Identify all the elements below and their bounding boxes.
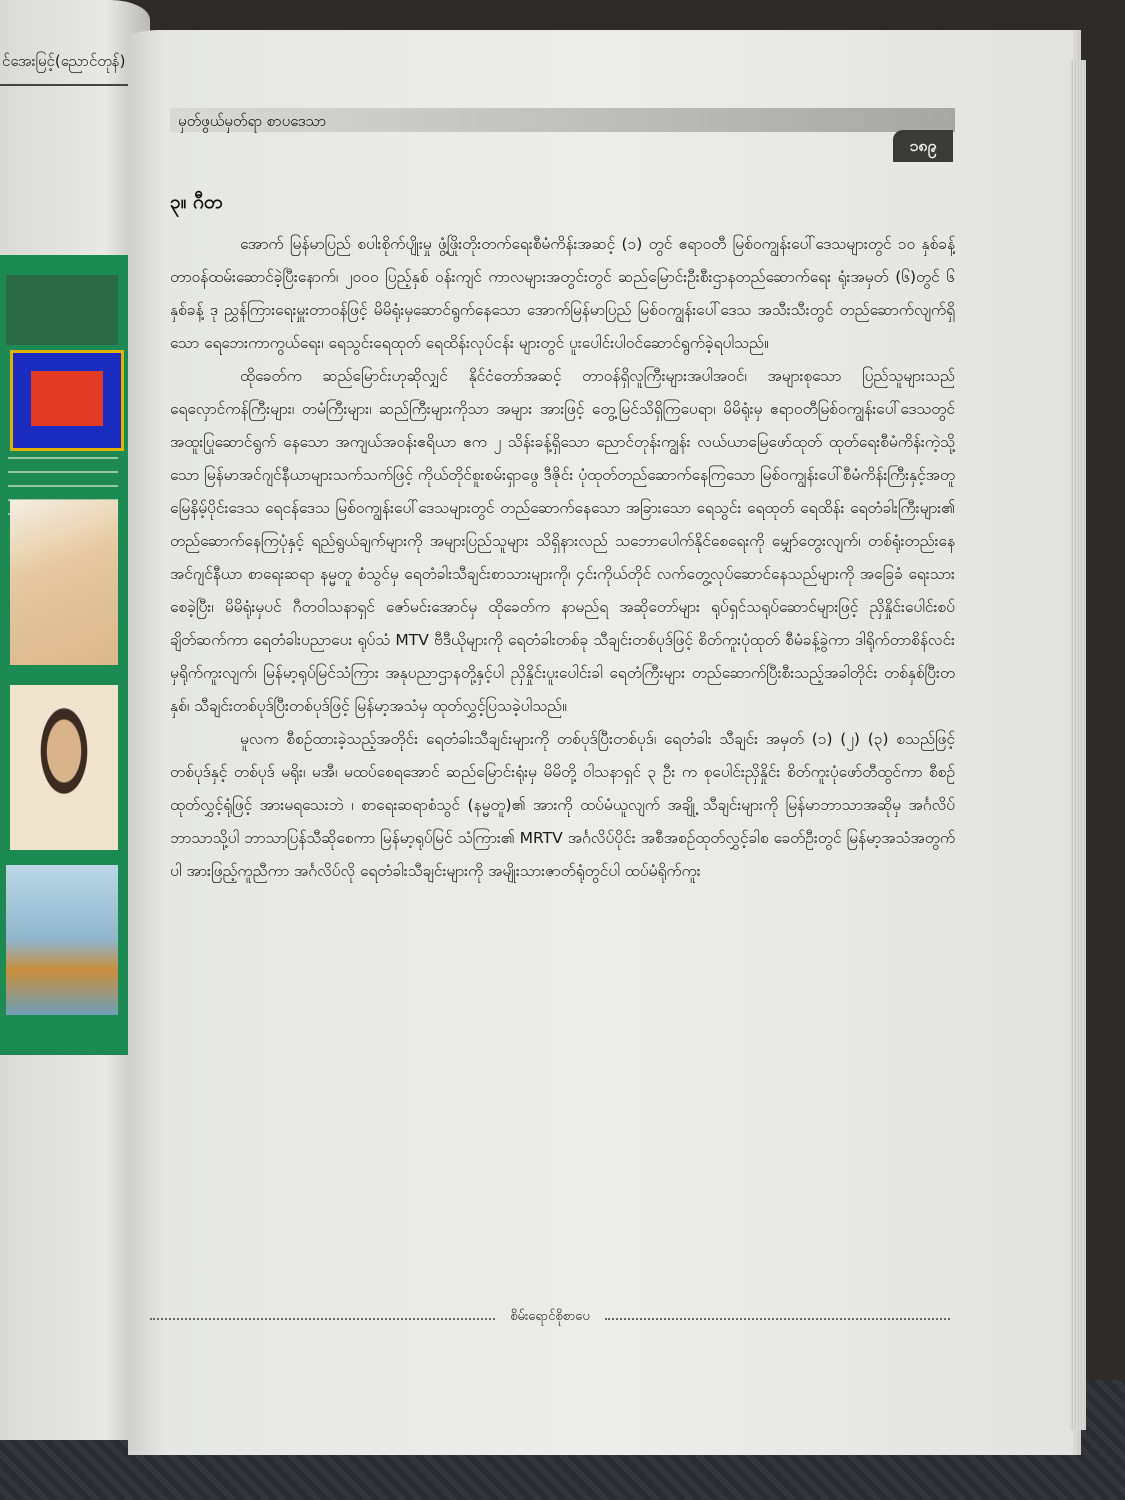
paragraph: ထိုခေတ်က ဆည်မြောင်းဟုဆိုလျှင် နိုင်ငံတော်အဆင့် တာဝန်ရှိလူကြီးများအပါအဝင်၊ အများစုသော ပြည်သူများသည် ရေလှောင်ကန်ကြီးများ၊ တမံကြီးများ၊ ဆည်ကြီးများကိုသာ အများ အားဖြင့် တွေ့မြင်သိရှိကြပေရာ၊ မိမိရုံးမှ ဧရာဝတီမြစ်ဝကျွန်းပေါ်ဒေသတွင် အထူးပြုဆောင်ရွက် နေသော အကျယ်အဝန်းဧရိယာ ဧက ၂ သိန်းခန့်ရှိသော ညောင်တုန်းကျွန်း လယ်ယာမြေဖော်ထုတ် ထုတ်ရေးစီမံကိန်းကဲ့သို့သော မြန်မာအင်ဂျင်နီယာများသက်သက်ဖြင့် ကိုယ်တိုင်စူးစမ်းရှာဖွေ ဒီဇိုင်း ပုံထုတ်တည်ဆောက်နေကြသော မြစ်ဝကျွန်းပေါ်စီမံကိန်းကြီးနှင့်အတူ မြေနိမ့်ပိုင်းဒေသ ရေငန်ဒေသ မြစ်ဝကျွန်းပေါ်ဒေသများတွင် တည်ဆောက်နေသော အခြားသော ရေသွင်း ရေထုတ် ရေထိန်း ရေတံခါးကြီးများ၏ တည်ဆောက်နေကြပုံနှင့် ရည်ရွယ်ချက်များကို အများပြည်သူများ သိရှိနားလည် သဘောပေါက်နိုင်စေရေးကို မျှော်တွေးလျက်၊ တစ်ရုံးတည်းနေ အင်ဂျင်နီယာ စာရေးဆရာ နမ္မတူ စံသွင်မှ ရေတံခါးသီချင်းစာသားများကို၊ ၄င်းကိုယ်တိုင် လက်တွေ့လုပ်ဆောင်နေသည်များကို အခြေခံ ရေးသားစေခဲ့ပြီး၊ မိမိရုံးမှပင် ဂီတဝါသနာရှင် ဇော်မင်းအောင်မှ ထိုခေတ်က နာမည်ရ အဆိုတော်များ ရုပ်ရှင်သရုပ်ဆောင်များဖြင့် ညှိနှိုင်းပေါင်းစပ် ချိတ်ဆက်ကာ ရေတံခါးပညာပေး ရုပ်သံ MTV ဗီဒီယိုများကို ရေတံခါးတစ်ခု သီချင်းတစ်ပုဒ်ဖြင့် စိတ်ကူးပုံထုတ် စီမံခန့်ခွဲကာ ဒါရိုက်တာစိန်လင်းမှရိုက်ကူးလျက်၊ မြန်မာ့ရုပ်မြင်သံကြား အနုပညာဌာနတို့နှင့်ပါ ညှိနှိုင်းပူးပေါင်းခါ ရေတံကြီးများ တည်ဆောက်ပြီးစီးသည့်အခါတိုင်း တစ်နှစ်ပြီးတနှစ်၊ သီချင်းတစ်ပုဒ်ပြီးတစ်ပုဒ်ဖြင့် မြန်မာ့အသံမှ ထုတ်လွှင့်ပြသခဲ့ပါသည်။ [170, 367, 955, 715]
section-heading: ၃။ ဂီတ [170, 191, 223, 213]
footer-dotted-rule-right [605, 1318, 950, 1320]
portrait-painting-image [10, 685, 118, 850]
flower-painting-image [10, 500, 118, 665]
page-footer [150, 1308, 950, 1328]
book-cover-illustration [0, 255, 128, 1055]
cover-logo-mark [31, 371, 103, 426]
boats-painting-image [6, 865, 118, 1015]
body-text [170, 228, 955, 1308]
cover-top-panel [6, 275, 118, 345]
paragraph: မူလက စီစဉ်ထားခဲ့သည့်အတိုင်း ရေတံခါးသီချင်းများကို တစ်ပုဒ်ပြီးတစ်ပုဒ်၊ ရေတံခါး သီချင်း အမှတ် (၁) (၂) (၃) စသည်ဖြင့် တစ်ပုဒ်နှင့် တစ်ပုဒ် မရိုး၊ မအီ၊ မထပ်စေရအောင် ဆည်မြောင်းရုံးမှ မိမိတို့ ဝါသနာရှင် ၃ ဦး က စုပေါင်းညှိနှိုင်း စိတ်ကူးပုံဖော်တီထွင်ကာ စီစဉ် ထုတ်လွှင့်ရုံဖြင့် အားမရသေးဘဲ ၊ စာရေးဆရာစံသွင် (နမ္မတူ)၏ အားကို ထပ်မံယူလျက် အချို့ သီချင်းများကို မြန်မာဘာသာအဆိုမှ အင်္ဂလိပ်ဘာသာသို့ပါ ဘာသာပြန်သီဆိုစေကာ မြန်မာ့ရုပ်မြင် သံကြား၏ MRTV အင်္ဂလိပ်ပိုင်း အစီအစဉ်ထုတ်လွှင့်ခါစ ခေတ်ဦးတွင် မြန်မာ့အသံအတွက်ပါ အားဖြည့်ကူညီကာ အင်္ဂလိပ်လို ရေတံခါးသီချင်းများကို အမျိုးသားဇာတ်ရုံတွင်ပါ ထပ်မံရိုက်ကူး [170, 730, 955, 880]
page-number: ၁၈၉ [893, 130, 953, 162]
page-edges [1070, 60, 1086, 1430]
left-header-rule [0, 84, 140, 86]
left-running-head: င်အေးမြင့်(ညောင်တုန်) [2, 52, 126, 70]
cover-logo-image [10, 350, 124, 451]
footer-publisher: စိမ်းရောင်စိုစာပေ [510, 1309, 590, 1324]
paragraph: အောက် မြန်မာပြည် စပါးစိုက်ပျိုးမှု ဖွံ့ဖြိုးတိုးတက်ရေးစီမံကိန်းအဆင့် (၁) တွင် ဧရာဝတီ မြစ်ဝကျွန်းပေါ်ဒေသများတွင် ၁၀ နှစ်ခန့် တာဝန်ထမ်းဆောင်ခဲ့ပြီးနောက်၊ ၂၀၀၀ ပြည့်နှစ် ဝန်းကျင် ကာလများအတွင်းတွင် ဆည်မြောင်းဦးစီးဌာနတည်ဆောက်ရေး ရုံးအမှတ် (၆)တွင် ၆ နှစ်ခန့် ဒု ညွှန်ကြားရေးမှူးတာဝန်ဖြင့် မိမိရုံးမှဆောင်ရွက်နေသော အောက်မြန်မာပြည် မြစ်ဝကျွန်းပေါ်ဒေသ အသီးသီးတွင် တည်ဆောက်လျက်ရှိသော ရေဘေးကာကွယ်ရေး၊ ရေသွင်းရေထုတ် ရေထိန်းလုပ်ငန်း များတွင် ပူးပေါင်းပါဝင်ဆောင်ရွက်ခဲ့ရပါသည်။ [170, 235, 955, 352]
running-header-title: မှတ်ဖွယ်မှတ်ရာ စာပဒေသာ [178, 112, 327, 130]
footer-dotted-rule-left [150, 1318, 495, 1320]
